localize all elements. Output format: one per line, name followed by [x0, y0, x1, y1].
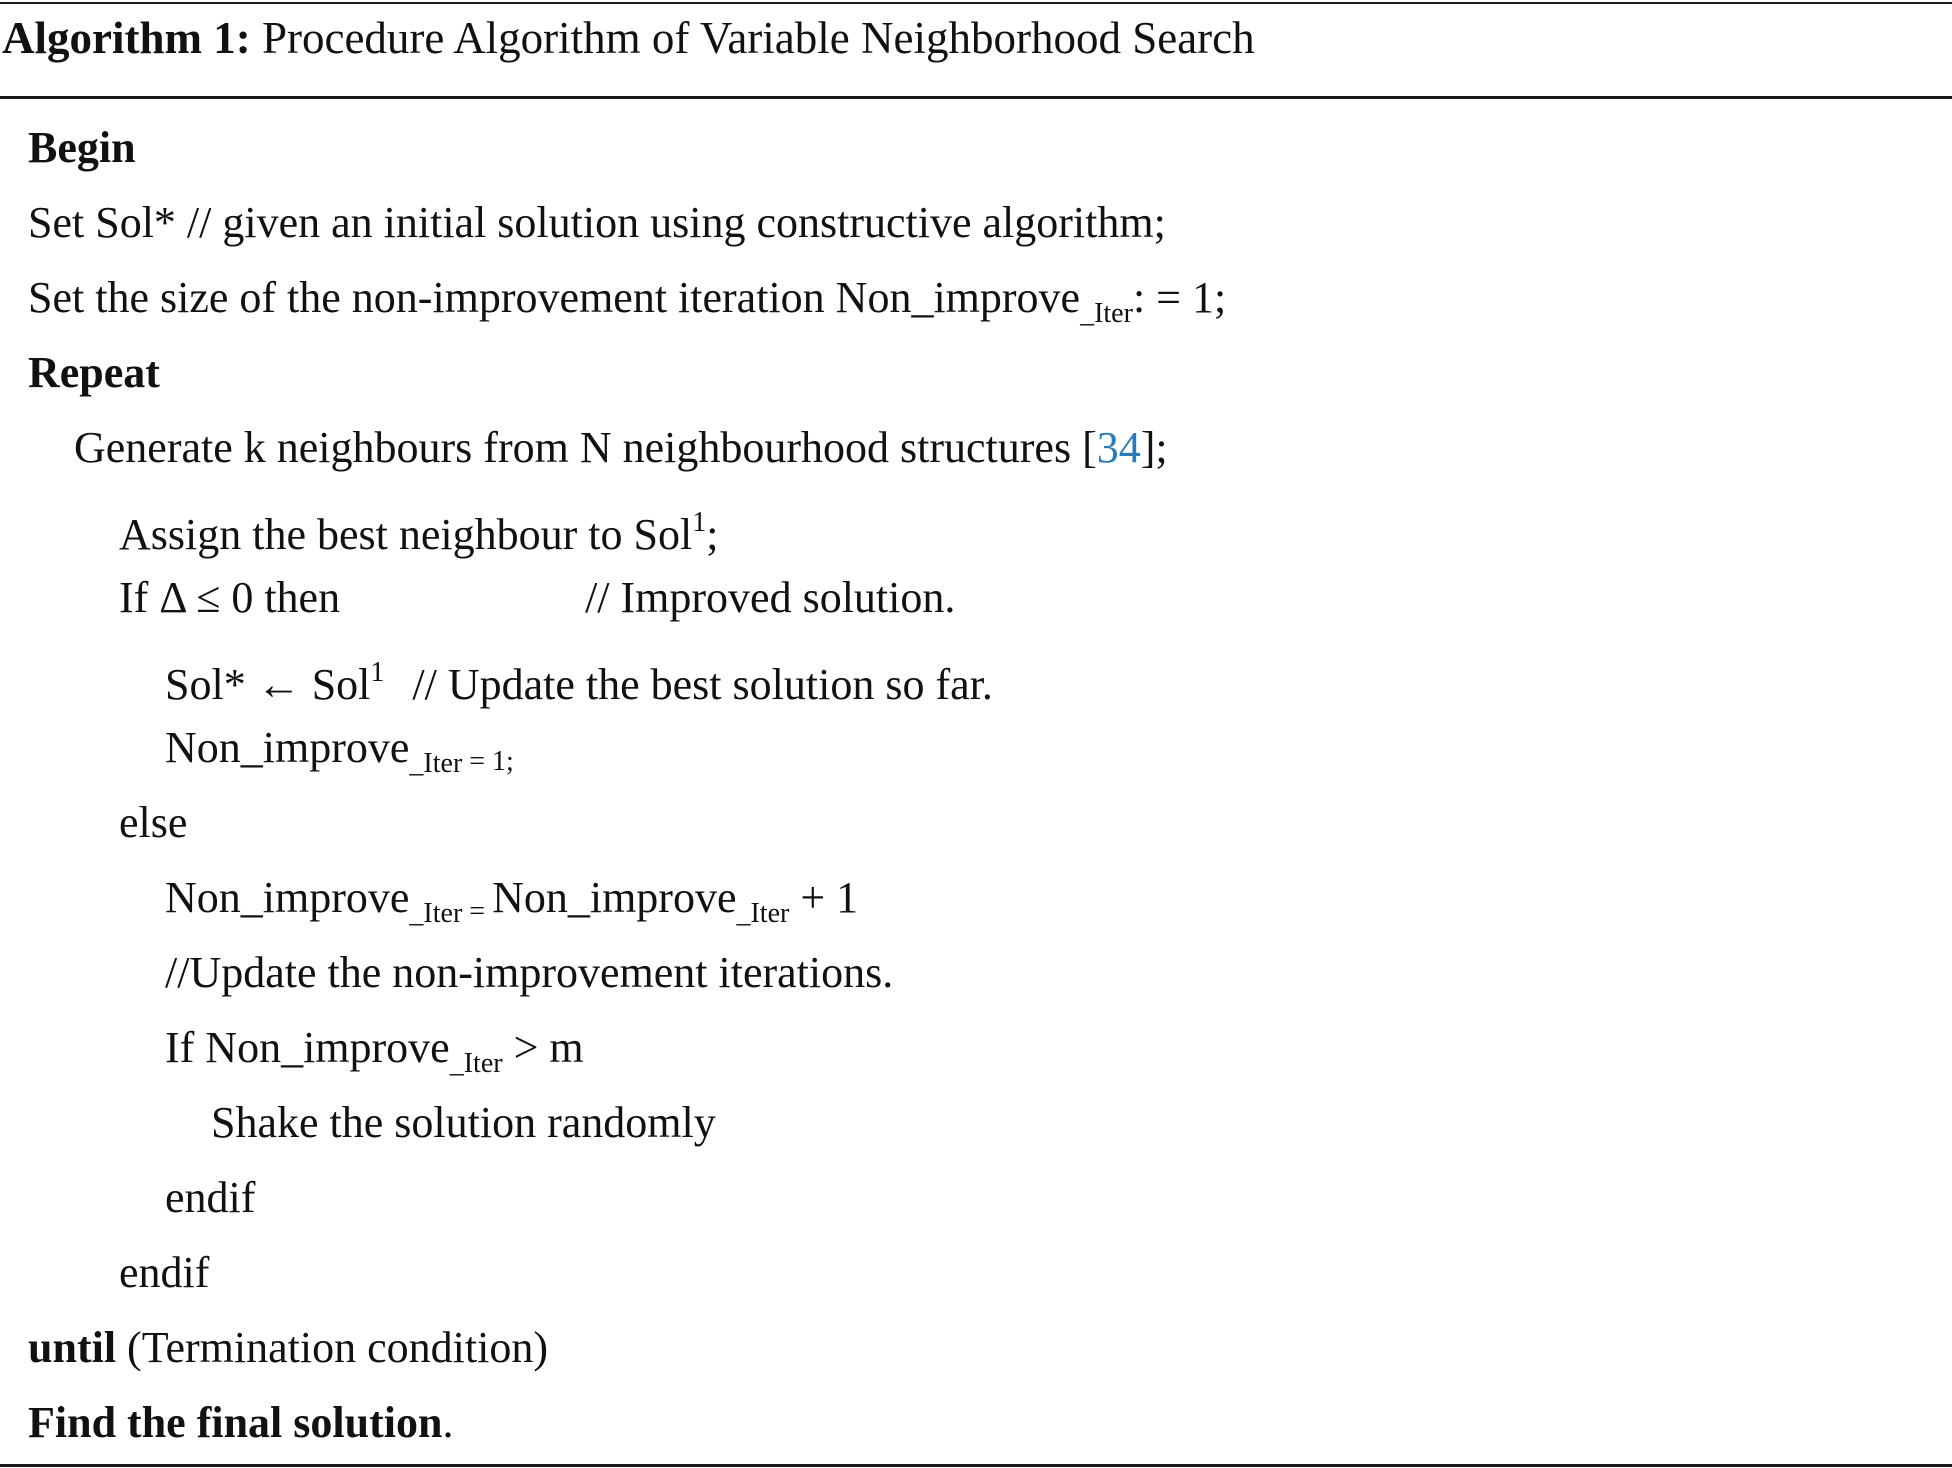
inc-equals: =	[462, 896, 493, 927]
reset-value: = 1;	[462, 746, 514, 777]
algorithm-title: Procedure Algorithm of Variable Neighborhood Search	[261, 13, 1255, 63]
if-non-compare: > m	[502, 1023, 584, 1072]
line-endif-outer: endif	[119, 1248, 210, 1297]
if-non-text: If Non_improve	[165, 1023, 450, 1072]
if-non-subscript: _Iter	[449, 1048, 503, 1079]
generate-text: Generate k neighbours from N neighbourhood structures [	[74, 423, 1097, 472]
until-keyword: until	[28, 1323, 117, 1372]
update-superscript: 1	[370, 657, 385, 688]
assign-end: ;	[706, 510, 719, 559]
line-increment	[165, 870, 858, 942]
inc-subscript: _Iter	[409, 898, 463, 929]
inc-plus-one: + 1	[789, 873, 859, 922]
line-if-non-improve	[165, 1020, 584, 1092]
line-find-final	[28, 1395, 453, 1451]
set-size-text: Set the size of the non-improvement iteration Non_improve	[28, 273, 1081, 322]
line-inc-comment: //Update the non-improvement iterations.	[165, 948, 894, 997]
line-set-size	[28, 270, 1226, 342]
line-endif-inner: endif	[165, 1173, 256, 1222]
citation-link[interactable]: 34	[1096, 423, 1141, 472]
line-generate	[74, 420, 1168, 476]
until-condition: (Termination condition)	[116, 1323, 548, 1372]
set-size-subscript: _Iter	[1080, 298, 1133, 329]
line-if-delta	[119, 570, 955, 626]
update-comment: // Update the best solution so far.	[412, 660, 993, 709]
top-rule	[0, 2, 1952, 4]
line-update-best	[165, 645, 993, 713]
set-size-assign: : = 1;	[1132, 273, 1227, 322]
line-assign	[119, 495, 718, 563]
find-final-text: Find the final solution	[28, 1398, 443, 1447]
if-delta-comment: // Improved solution.	[585, 573, 956, 622]
line-set-sol: Set Sol* // given an initial solution using constructive algorithm;	[28, 198, 1166, 247]
inc-variable-2: Non_improve	[492, 873, 737, 922]
algorithm-label: Algorithm 1:	[2, 13, 251, 63]
header-rule	[0, 96, 1952, 99]
line-shake: Shake the solution randomly	[211, 1098, 716, 1147]
bottom-rule	[0, 1464, 1952, 1467]
assign-superscript: 1	[692, 507, 707, 538]
find-final-period: .	[442, 1398, 454, 1447]
if-delta-condition: If Δ ≤ 0 then	[119, 573, 341, 622]
reset-subscript: _Iter	[409, 748, 463, 779]
inc-subscript-2: _Iter	[736, 898, 790, 929]
line-begin: Begin	[28, 123, 136, 172]
line-until	[28, 1320, 548, 1376]
line-else: else	[119, 798, 188, 847]
line-repeat: Repeat	[28, 348, 160, 397]
inc-variable: Non_improve	[165, 873, 410, 922]
update-assignment: Sol* ← Sol	[165, 660, 371, 709]
line-reset-counter	[165, 720, 514, 792]
algorithm-caption	[2, 8, 1255, 68]
assign-text: Assign the best neighbour to Sol	[119, 510, 693, 559]
generate-end: ];	[1140, 423, 1168, 472]
reset-variable: Non_improve	[165, 723, 410, 772]
